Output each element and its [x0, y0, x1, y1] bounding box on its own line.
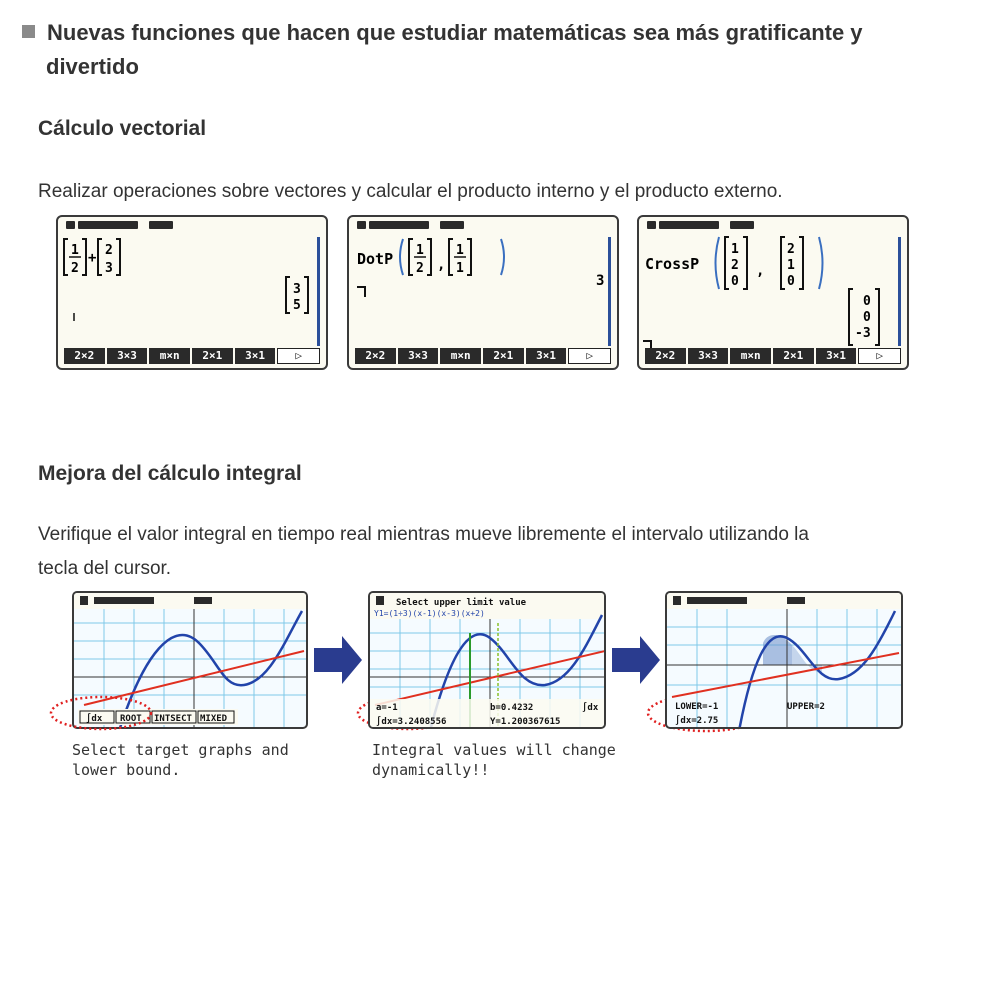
fkey-3x1[interactable]: 3×1 — [526, 348, 567, 364]
svg-text:2: 2 — [731, 258, 739, 273]
function-keys — [645, 348, 901, 364]
graph2-integral-label: ∫dx — [582, 703, 599, 713]
svg-text:0: 0 — [863, 310, 871, 325]
crossp-function: CrossP — [645, 255, 700, 273]
svg-text:1: 1 — [416, 243, 424, 258]
svg-text:0: 0 — [731, 274, 739, 289]
fkey-2x1[interactable]: 2×1 — [192, 348, 233, 364]
fkey-3x1[interactable]: 3×1 — [816, 348, 857, 364]
graph2-header: Select upper limit value — [396, 598, 527, 608]
svg-text:-3: -3 — [855, 326, 871, 341]
svg-text:0: 0 — [863, 294, 871, 309]
integral-section-title: Mejora del cálculo integral — [38, 462, 302, 485]
svg-text:,: , — [437, 257, 446, 273]
vec-b-2: 3 — [105, 261, 113, 276]
svg-text:2: 2 — [416, 261, 424, 276]
softkey-mixed: MIXED — [200, 714, 228, 724]
calc-screen-dot-product — [347, 215, 619, 370]
fkey-2x2[interactable]: 2×2 — [64, 348, 105, 364]
svg-text:1: 1 — [456, 261, 464, 276]
battery-icon — [376, 596, 384, 605]
vector-section-title: Cálculo vectorial — [38, 117, 207, 140]
svg-text:1: 1 — [731, 242, 739, 257]
integral-description-line2: tecla del cursor. — [38, 558, 172, 579]
svg-text:0: 0 — [787, 274, 795, 289]
function-keys — [64, 348, 320, 364]
fkey-3x3[interactable]: 3×3 — [107, 348, 148, 364]
graph-caption-2: Integral values will change dynamically!! — [372, 741, 616, 779]
svg-text:,: , — [756, 263, 765, 279]
graph2-function: Y1=(1÷3)(x-1)(x-3)(x+2) — [374, 609, 485, 618]
graph3-upper: UPPER=2 — [787, 702, 825, 712]
battery-icon — [80, 596, 88, 605]
square-bullet-icon — [22, 25, 35, 38]
vec-a-1: 1 — [71, 243, 79, 258]
main-heading-line2: divertido — [46, 54, 139, 79]
graph2-integral-value: ∫dx=3.2408556 — [376, 717, 447, 727]
vector-section-description: Realizar operaciones sobre vectores y calcular el producto interno y el producto externo. — [38, 181, 783, 202]
calc-screen-cross-product — [637, 215, 909, 370]
fkey-2x2[interactable]: 2×2 — [355, 348, 396, 364]
softkey-intsect: INTSECT — [154, 714, 192, 724]
svg-text:1: 1 — [787, 258, 795, 273]
fkey-mxn[interactable]: m×n — [730, 348, 771, 364]
fkey-2x1[interactable]: 2×1 — [483, 348, 524, 364]
svg-text:2: 2 — [787, 242, 795, 257]
graph-screen-3 — [665, 591, 903, 729]
right-arrow-icon — [314, 636, 362, 684]
graph2-a-value: a=-1 — [376, 703, 398, 713]
function-keys — [355, 348, 611, 364]
graph-caption-1: Select target graphs and lower bound. — [72, 741, 289, 779]
graph3-integral-value: ∫dx=2.75 — [675, 716, 719, 726]
graph2-y-value: Y=1.200367615 — [490, 717, 561, 727]
vec-b-1: 2 — [105, 243, 113, 258]
calc-screen-vector-add — [56, 215, 328, 370]
integral-section-description — [38, 518, 983, 586]
main-heading-line1: Nuevas funciones que hacen que estudiar matemáticas sea más gratificante y — [47, 20, 863, 45]
svg-text:1: 1 — [456, 243, 464, 258]
fkey-3x1[interactable]: 3×1 — [235, 348, 276, 364]
graph-screen-2 — [368, 591, 606, 729]
softkey-integral: ∫dx — [86, 714, 103, 724]
battery-icon — [673, 596, 681, 605]
result-1: 3 — [293, 282, 301, 297]
fkey-3x3[interactable]: 3×3 — [398, 348, 439, 364]
softkey-root: ROOT — [120, 714, 142, 724]
graph3-lower: LOWER=-1 — [675, 702, 719, 712]
plus-operator: + — [88, 250, 97, 266]
fkey-next[interactable]: ▷ — [568, 348, 611, 364]
dotp-function: DotP — [357, 250, 394, 268]
integral-description-line1: Verifique el valor integral en tiempo real mientras mueve libremente el intervalo utilizando la — [38, 524, 809, 545]
fkey-mxn[interactable]: m×n — [149, 348, 190, 364]
fkey-3x3[interactable]: 3×3 — [688, 348, 729, 364]
fkey-next[interactable]: ▷ — [277, 348, 320, 364]
dotp-result: 3 — [596, 273, 605, 289]
main-heading — [22, 16, 982, 84]
fkey-next[interactable]: ▷ — [858, 348, 901, 364]
fkey-2x2[interactable]: 2×2 — [645, 348, 686, 364]
result-2: 5 — [293, 298, 301, 313]
graph-screen-1 — [72, 591, 308, 729]
fkey-2x1[interactable]: 2×1 — [773, 348, 814, 364]
fkey-mxn[interactable]: m×n — [440, 348, 481, 364]
vec-a-2: 2 — [71, 261, 79, 276]
graph2-b-value: b=0.4232 — [490, 703, 534, 713]
right-arrow-icon — [612, 636, 660, 684]
